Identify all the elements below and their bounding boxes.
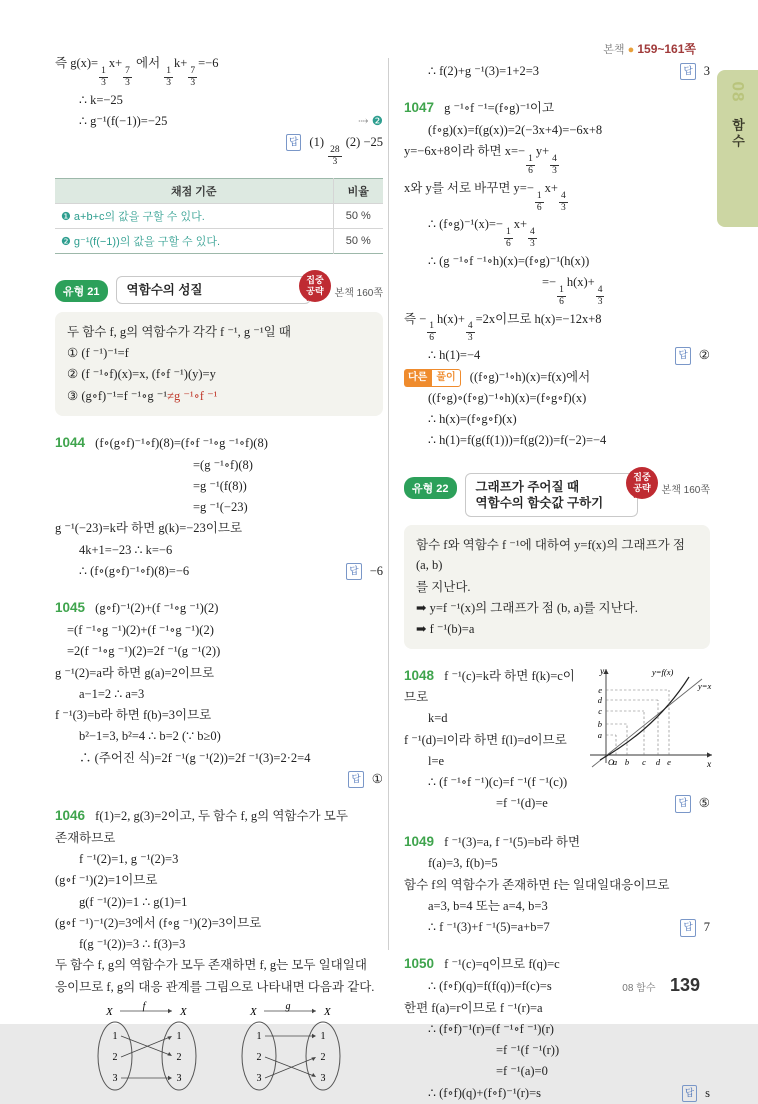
svg-text:c: c [598, 706, 602, 717]
math-line: g(f ⁻¹(2))=1 ∴ g(1)=1 [79, 894, 188, 909]
svg-text:2: 2 [320, 1051, 326, 1063]
math-line: f ⁻¹(3)=b라 하면 f(b)=3이므로 [55, 708, 212, 723]
svg-text:e: e [598, 685, 602, 696]
math-line: 함수 f의 역함수가 존재하면 f는 일대일대응이므로 [404, 877, 670, 892]
column-divider [388, 58, 389, 950]
alt-solution-line [404, 367, 710, 387]
math-line: =(f ⁻¹∘g ⁻¹)(2)+(f ⁻¹∘g ⁻¹)(2) [67, 623, 214, 638]
math-line [404, 1083, 710, 1103]
math-line: (g∘f ⁻¹)(2)=1이므로 [55, 873, 158, 888]
math-line: ∴ h(x)=(f∘g∘f)(x) [428, 412, 517, 427]
math-line: f ⁻¹(d)=l이라 하면 f(l)=d이므로 [404, 732, 567, 747]
answer-badge: 답 [675, 795, 690, 812]
problem-1045 [55, 597, 383, 789]
type-ref: 본책 160쪽 [334, 287, 383, 299]
concept-line: ③ (g∘f)⁻¹=f ⁻¹∘g ⁻¹≠g ⁻¹∘f ⁻¹ [67, 388, 218, 403]
math-line: f(a)=3, f(b)=5 [428, 856, 498, 871]
svg-text:d: d [597, 695, 602, 706]
concept-line: ② (f ⁻¹∘f)(x)=x, (f∘f ⁻¹)(y)=y [67, 367, 216, 382]
problem-number: 1044 [55, 434, 86, 450]
rubric-rate: 50 % [333, 228, 383, 253]
math-line: f(g ⁻¹(2))=3 ∴ f(3)=3 [79, 937, 186, 952]
math-expr: ∴ g⁻¹(f(−1))=−25 [79, 113, 168, 128]
math-line: ((f∘g)∘(f∘g)⁻¹∘h)(x)=(f∘g∘f)(x) [428, 390, 587, 405]
math-line: ∴ (g ⁻¹∘f ⁻¹∘h)(x)=(f∘g)⁻¹(h(x)) [428, 253, 590, 268]
math-expr: ∴ f ⁻¹(3)+f ⁻¹(5)=a+b=7 [428, 920, 550, 935]
svg-text:c: c [642, 757, 646, 768]
problem-1046 [55, 805, 383, 1099]
svg-text:2: 2 [176, 1051, 182, 1063]
math-expr: f ⁻¹(3)=a, f ⁻¹(5)=b라 하면 [444, 834, 581, 849]
svg-text:f: f [142, 1000, 146, 1012]
math-line: (g∘f ⁻¹)⁻¹(2)=3에서 (f∘g ⁻¹)(2)=3이므로 [55, 915, 262, 930]
rubric-header-criteria: 채점 기준 [55, 178, 333, 203]
math-line: =− $\frac{1}{6}$ h(x)+ $\frac{4}{3}$ [542, 275, 603, 307]
math-expr: f ⁻¹(c)=k라 하면 f(k)=c이므로 [404, 669, 575, 705]
math-expr: ∴ f(2)+g ⁻¹(3)=1+2=3 [428, 64, 540, 78]
type-ref: 본책 160쪽 [661, 484, 710, 496]
svg-text:1: 1 [176, 1030, 182, 1042]
math-line: l=e [428, 753, 445, 768]
svg-text:X: X [106, 1005, 113, 1018]
answer-line [675, 345, 710, 365]
answer-line [680, 917, 710, 937]
math-line: ∴ h(1)=f(g(f(1)))=f(g(2))=f(−2)=−4 [428, 433, 607, 448]
math-line [404, 345, 710, 365]
math-line: b²−1=3, b²=4 ∴ b=2 (∵ b≥0) [79, 729, 221, 744]
math-line: 즉 g(x)= $\frac{1}{3}$ x+ $\frac{7}{3}$ 에서 $\frac{1}{3}$ k+ $\frac{7}{3}$ =−6 [55, 56, 219, 88]
math-line: k=d [428, 711, 448, 726]
math-line: a−1=2 ∴ a=3 [79, 686, 145, 701]
type-title: 역함수의 성질 [116, 276, 311, 304]
chapter-title: 함수 [730, 118, 745, 150]
answer-value: ① [371, 771, 383, 786]
svg-text:b: b [624, 757, 630, 768]
step-marker [358, 111, 383, 131]
svg-text:1: 1 [112, 1030, 118, 1042]
problem-number: 1047 [404, 100, 435, 116]
answer-value: 7 [703, 920, 710, 935]
math-expr: f(1)=2, g(3)=2이고, 두 함수 f, g의 역함수가 모두 [95, 809, 348, 824]
answer-badge: 답 [286, 134, 301, 151]
footer-chapter: 08 함수 [622, 983, 656, 994]
answer-value: 3 [703, 64, 710, 78]
math-expr: ∴ (f∘f)(q)+(f∘f)⁻¹(r)=s [428, 1085, 542, 1100]
math-expr: (g∘f)⁻¹(2)+(f ⁻¹∘g ⁻¹)(2) [95, 601, 219, 616]
focus-badge-icon: 집중 공략 [626, 467, 658, 499]
chapter-number: 08 [728, 81, 748, 103]
concept-line: ➡ y=f ⁻¹(x)의 그래프가 점 (b, a)를 지난다. [416, 600, 638, 615]
answer-line [675, 793, 710, 813]
problem-1049 [404, 831, 710, 938]
math-line: g ⁻¹(2)=a라 하면 g(a)=2이므로 [55, 665, 215, 680]
step-number-icon: ❷ [371, 113, 383, 128]
inequality-note: ≠g ⁻¹∘f ⁻¹ [167, 388, 218, 403]
answer-value: −6 [369, 563, 383, 578]
svg-text:X: X [180, 1005, 187, 1018]
answer-line [55, 769, 383, 789]
type-21-header [55, 276, 383, 304]
math-line: =2(f ⁻¹∘g ⁻¹)(2)=2f ⁻¹(g ⁻¹(2)) [67, 644, 221, 659]
type-badge: 유형 21 [55, 280, 108, 302]
arrow-icon: ⇢ [358, 113, 369, 128]
concept-line: ➡ f ⁻¹(b)=a [416, 622, 475, 637]
type-badge: 유형 22 [404, 477, 457, 499]
svg-text:3: 3 [256, 1072, 262, 1084]
math-line: (f∘g)(x)=f(g(x))=2(−3x+4)=−6x+8 [428, 123, 603, 138]
grading-rubric-table [55, 178, 383, 254]
math-line [55, 111, 383, 131]
problem-1044 [55, 432, 383, 581]
concept-line: 를 지난다. [416, 579, 471, 594]
math-line: y=−6x+8이라 하면 x=− $\frac{1}{6}$ y+ $\frac{4}{3}$ [404, 144, 557, 176]
page-reference [603, 40, 696, 57]
svg-text:x: x [707, 760, 712, 771]
mapping-diagram-g [232, 1000, 350, 1099]
svg-text:a: a [597, 730, 602, 741]
mapping-diagram-f [88, 1000, 206, 1099]
problem-head [404, 953, 710, 975]
page-footer [622, 975, 700, 996]
table-row [55, 203, 383, 228]
problem-1047 [404, 97, 710, 450]
math-line: =f ⁻¹(f ⁻¹(r)) [496, 1043, 560, 1058]
svg-text:3: 3 [320, 1072, 326, 1084]
answer-badge: 답 [675, 347, 690, 364]
answer-value: ② [698, 348, 710, 363]
math-line: a=3, b=4 또는 a=4, b=3 [428, 898, 548, 913]
math-line: =(g ⁻¹∘f)(8) [193, 457, 253, 472]
svg-text:3: 3 [112, 1072, 118, 1084]
rubric-header-rate: 비율 [333, 178, 383, 203]
svg-text:y=f(x): y=f(x) [652, 667, 674, 678]
concept-line: 함수 f와 역함수 f ⁻¹에 대하여 y=f(x)의 그래프가 점 (a, b) [416, 538, 685, 573]
svg-text:1: 1 [320, 1030, 326, 1042]
footer-page-number: 139 [669, 975, 700, 995]
answer-badge: 답 [682, 1085, 697, 1102]
answer-line [55, 132, 383, 168]
answer-badge: 답 [680, 919, 695, 936]
math-line [404, 917, 710, 937]
math-line: ∴ k=−25 [79, 92, 123, 107]
type-22-header [404, 473, 710, 518]
svg-text:y=x: y=x [698, 681, 712, 692]
math-line: f ⁻¹(2)=1, g ⁻¹(2)=3 [79, 852, 179, 867]
function-graph [586, 663, 718, 781]
answer-badge: 답 [346, 563, 361, 580]
problem-number: 1045 [55, 600, 86, 616]
svg-text:X: X [250, 1005, 257, 1018]
math-line: ∴ (f∘f)(q)=f(f(q))=f(c)=s [428, 979, 552, 994]
math-expr: =f ⁻¹(d)=e [496, 796, 548, 811]
math-line: ∴ (f∘g)⁻¹(x)=− $\frac{1}{6}$ x+ $\frac{4}{3}$ [428, 217, 535, 250]
math-line: x와 y를 서로 바꾸면 y=− $\frac{1}{6}$ x+ $\frac{4}{3}$ [404, 180, 566, 213]
answer-value: ⑤ [698, 796, 710, 811]
math-line: 존재하므로 [55, 830, 116, 845]
mapping-diagrams [55, 1000, 383, 1099]
right-column [404, 60, 710, 1104]
svg-text:1: 1 [256, 1030, 262, 1042]
ref-pages: 159~161쪽 [637, 42, 696, 56]
svg-text:2: 2 [256, 1051, 262, 1063]
problem-1048 [404, 665, 710, 814]
math-line: 두 함수 f, g의 역함수가 모두 존재하면 f, g는 모두 일대일대 [55, 958, 367, 973]
math-expr: g ⁻¹∘f ⁻¹=(f∘g)⁻¹이고 [444, 101, 555, 116]
svg-text:a: a [612, 757, 618, 768]
chapter-side-tab [717, 70, 758, 227]
math-expr: f ⁻¹(c)=q이므로 f(q)=c [444, 957, 560, 972]
math-line: 4k+1=−23 ∴ k=−6 [79, 542, 173, 557]
ref-label: 본책 [603, 44, 625, 56]
math-expr: (f∘(g∘f)⁻¹∘f)(8)=(f∘f ⁻¹∘g ⁻¹∘f)(8) [95, 435, 268, 450]
math-line: ∴ (f ⁻¹∘f ⁻¹)(c)=f ⁻¹(f ⁻¹(c)) [428, 775, 568, 790]
concept-line: ① (f ⁻¹)⁻¹=f [67, 346, 129, 361]
math-line: g ⁻¹(−23)=k라 하면 g(k)=−23이므로 [55, 521, 243, 536]
focus-badge-icon: 집중 공략 [299, 270, 331, 302]
problem-number: 1046 [55, 808, 86, 824]
math-expr: ((f∘g)⁻¹∘h)(x)=f(x)에서 [469, 369, 591, 384]
answer-value: (1) $\frac{28}{3}$ (2) −25 [309, 135, 383, 167]
answer-line [680, 61, 710, 81]
svg-text:O: O [608, 757, 615, 768]
problem-head [55, 432, 383, 454]
problem-head [55, 805, 383, 827]
math-line [404, 793, 710, 813]
concept-box [404, 525, 710, 649]
table-row [55, 228, 383, 253]
svg-text:2: 2 [112, 1051, 118, 1063]
type-title: 그래프가 주어질 때 역함수의 함숫값 구하기 [465, 473, 638, 518]
math-line: =g ⁻¹(f(8)) [193, 478, 247, 493]
math-line: ∴ (f∘f)⁻¹(r)=(f ⁻¹∘f ⁻¹)(r) [428, 1021, 554, 1036]
rubric-rate: 50 % [333, 203, 383, 228]
math-line: 한편 f(a)=r이므로 f ⁻¹(r)=a [404, 1000, 543, 1015]
concept-box [55, 312, 383, 416]
answer-line [682, 1083, 710, 1103]
answer-value: s [705, 1085, 710, 1100]
problem-number: 1049 [404, 833, 435, 849]
problem-head [55, 597, 383, 619]
alt-solution-badge: 다른 풀이 [404, 369, 461, 387]
rubric-criteria: ❷ g⁻¹(f(−1))의 값을 구할 수 있다. [55, 228, 333, 253]
answer-badge: 답 [680, 63, 695, 80]
math-line [404, 61, 710, 81]
math-line [55, 561, 383, 581]
math-expr: ∴ (f∘(g∘f)⁻¹∘f)(8)=−6 [79, 563, 190, 578]
problem-head [404, 97, 710, 119]
math-expr: ∴ h(1)=−4 [428, 348, 481, 363]
math-line: 즉 − $\frac{1}{6}$ h(x)+ $\frac{4}{3}$ =2x이므로 h(x)=−12x+8 [404, 311, 602, 344]
svg-text:d: d [655, 757, 661, 768]
rubric-criteria: ❶ a+b+c의 값을 구할 수 있다. [55, 203, 333, 228]
svg-text:3: 3 [176, 1072, 182, 1084]
math-line: 응이므로 f, g의 대응 관계를 그림으로 나타내면 다음과 같다. [55, 979, 375, 994]
problem-number: 1050 [404, 956, 435, 972]
svg-text:g: g [285, 1000, 291, 1012]
ref-dot: ● [627, 44, 635, 56]
left-column [55, 52, 383, 1099]
svg-text:X: X [324, 1005, 331, 1018]
math-line: =f ⁻¹(a)=0 [496, 1064, 548, 1079]
concept-line: 두 함수 f, g의 역함수가 각각 f ⁻¹, g ⁻¹일 때 [67, 324, 291, 339]
math-line: ∴ (주어진 식)=2f ⁻¹(g ⁻¹(2))=2f ⁻¹(3)=2·2=4 [79, 750, 311, 765]
svg-text:e: e [667, 757, 671, 768]
problem-head [404, 831, 710, 853]
answer-line [346, 561, 383, 581]
svg-text:y: y [600, 667, 605, 678]
svg-text:b: b [597, 719, 602, 730]
math-line: =g ⁻¹(−23) [193, 500, 248, 515]
answer-badge: 답 [348, 771, 363, 788]
problem-number: 1048 [404, 668, 435, 684]
